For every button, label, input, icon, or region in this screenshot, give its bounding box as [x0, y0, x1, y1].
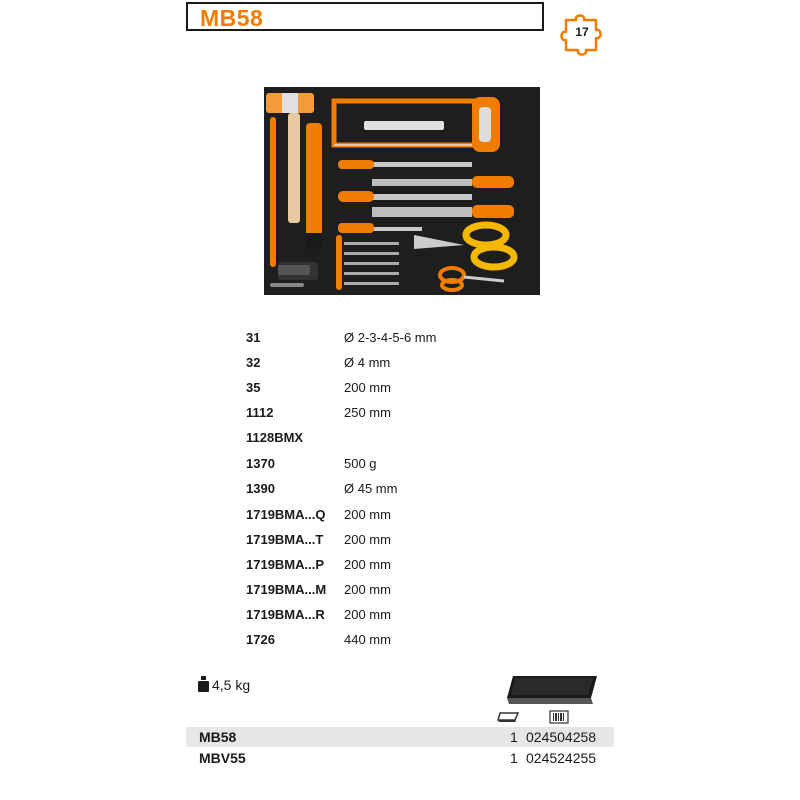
- spec-desc: 200 mm: [344, 380, 391, 395]
- tool-tray-image: [264, 87, 540, 295]
- weight-value: 4,5 kg: [212, 677, 251, 693]
- weight-icon: [198, 676, 209, 692]
- order-code: MB58: [199, 729, 237, 745]
- spec-code: 1719BMA...R: [246, 607, 325, 622]
- spec-code: 1719BMA...T: [246, 532, 324, 547]
- spec-row: [246, 405, 546, 423]
- spec-code: 1719BMA...M: [246, 582, 327, 597]
- product-title: MB58: [200, 5, 264, 31]
- spec-row: [246, 380, 546, 398]
- spec-row: [246, 532, 546, 550]
- spec-desc: 500 g: [344, 456, 377, 471]
- spec-row: [246, 632, 546, 650]
- order-row: [186, 748, 614, 768]
- order-row: [186, 727, 614, 747]
- title-box: [186, 2, 544, 31]
- spec-code: 32: [246, 355, 261, 370]
- spec-row: [246, 355, 546, 373]
- spec-code: 1128BMX: [246, 430, 304, 445]
- spec-code: 31: [246, 330, 261, 345]
- order-ean: 024524255: [526, 750, 597, 766]
- order-code: MBV55: [199, 750, 246, 766]
- spec-desc: 440 mm: [344, 632, 391, 647]
- spec-desc: 250 mm: [344, 405, 391, 420]
- spec-desc: Ø 2-3-4-5-6 mm: [344, 330, 437, 345]
- order-ean: 024504258: [526, 729, 597, 745]
- weight-info: [198, 676, 250, 693]
- spec-desc: Ø 45 mm: [344, 481, 398, 496]
- spec-row: [246, 456, 546, 474]
- spec-desc: Ø 4 mm: [344, 355, 391, 370]
- order-qty: 1: [510, 750, 518, 766]
- spec-desc: 200 mm: [344, 582, 391, 597]
- spec-row: [246, 481, 546, 499]
- spec-code: 1719BMA...P: [246, 557, 325, 572]
- spec-desc: 200 mm: [344, 607, 391, 622]
- spec-code: 1112: [246, 405, 274, 420]
- spec-desc: 200 mm: [344, 507, 391, 522]
- barcode-icon: [549, 710, 569, 724]
- spec-row: [246, 557, 546, 575]
- piece-count: 17: [575, 25, 589, 39]
- spec-code: 35: [246, 380, 261, 395]
- spec-code: 1370: [246, 456, 275, 471]
- spec-row: [246, 607, 546, 625]
- spec-code: 1726: [246, 632, 275, 647]
- tray-icon: [497, 710, 521, 724]
- spec-desc: 200 mm: [344, 532, 391, 547]
- spec-code: 1390: [246, 481, 275, 496]
- spec-row: [246, 507, 546, 525]
- spec-row: [246, 430, 546, 448]
- spec-code: 1719BMA...Q: [246, 507, 326, 522]
- spec-desc: 200 mm: [344, 557, 391, 572]
- spec-row: [246, 330, 546, 348]
- piece-count-badge: [556, 8, 608, 60]
- spec-row: [246, 582, 546, 600]
- tray-thumbnail: [505, 668, 605, 708]
- order-qty: 1: [510, 729, 518, 745]
